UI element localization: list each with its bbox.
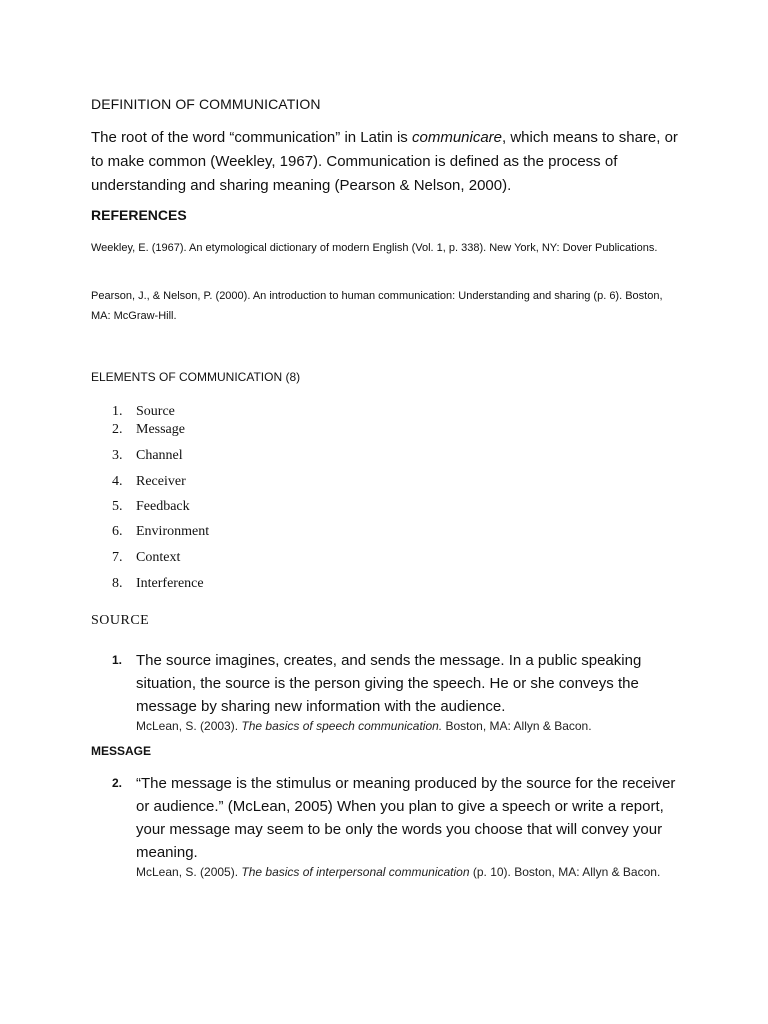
definition-text-start: The root of the word “communication” in Latin is [91, 129, 412, 146]
reference-weekley: Weekley, E. (1967). An etymological dictionary of modern English (Vol. 1, p. 338). New York, NY: Dover Publications. [91, 242, 658, 254]
message-heading: MESSAGE [91, 744, 152, 758]
list-item: 4. Receiver [112, 474, 186, 489]
message-item [112, 772, 682, 880]
source-heading: SOURCE [91, 613, 150, 628]
elements-heading: ELEMENTS OF COMMUNICATION (8) [91, 370, 301, 384]
message-item-text: “The message is the stimulus or meaning produced by the source for the receiver or audience.” (McLean, 2005) When you plan to give a speech or write a report, your message may seem to be only the words you choose that will convey your meaning. [136, 775, 676, 861]
definition-heading: DEFINITION OF COMMUNICATION [91, 96, 321, 112]
list-item: 1. Source [112, 404, 175, 419]
list-item: 7. Context [112, 550, 181, 565]
references-heading: REFERENCES [91, 207, 187, 223]
reference-pearson: Pearson, J., & Nelson, P. (2000). An introduction to human communication: Understanding and sharing (p. 6). Boston, MA: McGraw-Hill. [91, 290, 663, 322]
source-citation: McLean, S. (2003). The basics of speech communication. Boston, MA: Allyn & Bacon. [136, 719, 592, 733]
list-item: 5. Feedback [112, 499, 190, 514]
list-item: 3. Channel [112, 448, 183, 463]
message-citation: McLean, S. (2005). The basics of interpersonal communication (p. 10). Boston, MA: Allyn & Bacon. [136, 865, 661, 879]
list-item: 6. Environment [112, 524, 210, 539]
list-item: 2. Message [112, 422, 185, 437]
definition-paragraph [91, 126, 691, 198]
list-item: 8. Interference [112, 576, 204, 591]
source-item [112, 649, 682, 734]
source-item-number: 1. [112, 653, 123, 667]
message-item-number: 2. [112, 776, 123, 790]
definition-latin-term: communicare [411, 129, 503, 146]
definition-text-end: , which means to share, or to make common (Weekley, 1967). Communication is defined as the process of understanding and sharing meaning (Pearson & Nelson, 2000). [91, 129, 678, 194]
source-item-text: The source imagines, creates, and sends the message. In a public speaking situation, the source is the person giving the speech. He or she conveys the message by sharing new information with the audience. [136, 652, 642, 715]
